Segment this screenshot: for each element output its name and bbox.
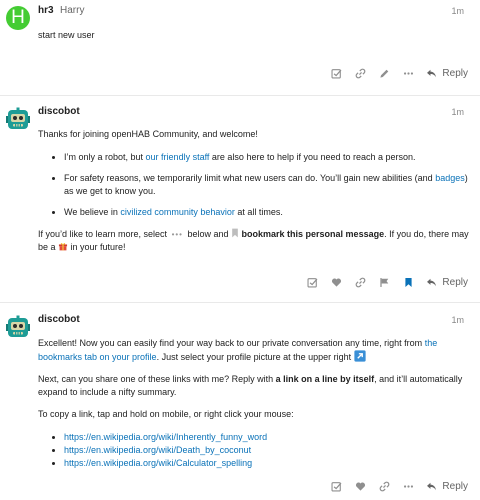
post-time[interactable]: 1m	[451, 6, 464, 16]
link-icon[interactable]	[348, 65, 372, 81]
paragraph-text: . Just select your profile picture at the upper right	[156, 352, 354, 362]
reply-label: Reply	[442, 67, 468, 79]
discobot-avatar-icon[interactable]	[6, 107, 30, 131]
paragraph-text: Next, can you share one of these links with me? Reply with	[38, 374, 276, 384]
wikipedia-link[interactable]: https://en.wikipedia.org/wiki/Calculator_spelling	[64, 458, 253, 468]
post-2	[0, 96, 480, 302]
badges-link[interactable]: badges	[435, 173, 465, 183]
ellipsis-icon[interactable]	[396, 478, 420, 494]
post-actions	[324, 65, 468, 81]
list-text: I’m only a robot, but	[64, 152, 146, 162]
post-actions	[300, 274, 468, 290]
paragraph-text: Excellent! Now you can easily find your way back to our private conversation any time, right from	[38, 338, 425, 348]
reply-button[interactable]	[426, 68, 468, 79]
paragraph-text: If you’d like to learn more, select	[38, 229, 170, 239]
post-paragraph	[38, 373, 470, 399]
flag-icon[interactable]	[372, 274, 396, 290]
community-behavior-link[interactable]: civilized community behavior	[120, 207, 235, 217]
list-text: at all times.	[234, 207, 283, 217]
paragraph-text: . If you do, there may be a	[38, 229, 469, 252]
arrow-up-right-icon	[354, 350, 366, 362]
paragraph-bold: bookmark this personal message	[241, 229, 385, 239]
post-text: start new user	[38, 30, 95, 40]
reply-icon	[426, 481, 437, 492]
friendly-staff-link[interactable]: our friendly staff	[145, 152, 210, 162]
check-square-icon[interactable]	[300, 274, 324, 290]
list-text: For safety reasons, we temporarily limit what new users can do. You’ll gain new abilities (and	[64, 173, 436, 183]
link-icon[interactable]	[348, 274, 372, 290]
list-text: We believe in	[64, 207, 121, 217]
ellipsis-icon[interactable]	[396, 65, 420, 81]
discobot-avatar-icon[interactable]	[6, 315, 30, 339]
paragraph-text: below and	[184, 229, 232, 239]
post-body	[38, 29, 470, 42]
link-icon[interactable]	[372, 478, 396, 494]
post-1	[0, 0, 480, 95]
list-text: ) as we get to know you.	[64, 173, 468, 196]
post-list	[38, 151, 470, 219]
post-actions	[324, 478, 468, 494]
post-realname: Harry	[60, 5, 85, 16]
post-username[interactable]: discobot	[38, 314, 80, 325]
links-list	[38, 431, 470, 470]
check-square-icon[interactable]	[324, 65, 348, 81]
post-username[interactable]: discobot	[38, 106, 80, 117]
pencil-icon[interactable]	[372, 65, 396, 81]
post-paragraph	[38, 228, 470, 254]
paragraph-text: in your future!	[68, 242, 126, 252]
list-item	[64, 457, 470, 470]
reply-label: Reply	[442, 480, 468, 492]
wikipedia-link[interactable]: https://en.wikipedia.org/wiki/Death_by_coconut	[64, 445, 252, 455]
post-paragraph	[38, 337, 470, 364]
post-paragraph	[38, 128, 470, 141]
paragraph-text: Thanks for joining openHAB Community, and welcome!	[38, 129, 258, 139]
list-item	[64, 151, 470, 164]
avatar-letter: H	[11, 7, 25, 28]
bookmark-icon[interactable]	[396, 274, 420, 290]
heart-icon[interactable]	[348, 478, 372, 494]
post-body	[38, 128, 470, 254]
list-item	[64, 172, 470, 198]
check-square-icon[interactable]	[324, 478, 348, 494]
post-username[interactable]: hr3	[38, 5, 54, 16]
list-item	[64, 206, 470, 219]
bookmark-icon	[231, 228, 239, 238]
avatar[interactable]	[6, 6, 30, 30]
list-item	[64, 444, 470, 457]
reply-icon	[426, 277, 437, 288]
wikipedia-link[interactable]: https://en.wikipedia.org/wiki/Inherently_funny_word	[64, 432, 268, 442]
reply-button[interactable]	[426, 277, 468, 288]
post-time[interactable]: 1m	[451, 107, 464, 117]
paragraph-text: To copy a link, tap and hold on mobile, or right click your mouse:	[38, 409, 294, 419]
gift-icon	[58, 241, 68, 251]
post-time[interactable]: 1m	[451, 315, 464, 325]
bookmarks-tab-link[interactable]: the bookmarks tab on your profile	[38, 338, 438, 362]
list-item	[64, 431, 470, 444]
reply-label: Reply	[442, 276, 468, 288]
ellipsis-icon: •••	[171, 230, 183, 239]
post-body	[38, 337, 470, 470]
list-text: are also here to help if you need to reach a person.	[209, 152, 416, 162]
heart-icon[interactable]	[324, 274, 348, 290]
reply-button[interactable]	[426, 481, 468, 492]
reply-icon	[426, 68, 437, 79]
paragraph-bold: a link on a line by itself	[275, 374, 375, 384]
post-3	[0, 303, 480, 500]
paragraph-text: , and it’ll automatically expand to include a nifty summary.	[38, 374, 463, 397]
post-paragraph	[38, 408, 470, 421]
